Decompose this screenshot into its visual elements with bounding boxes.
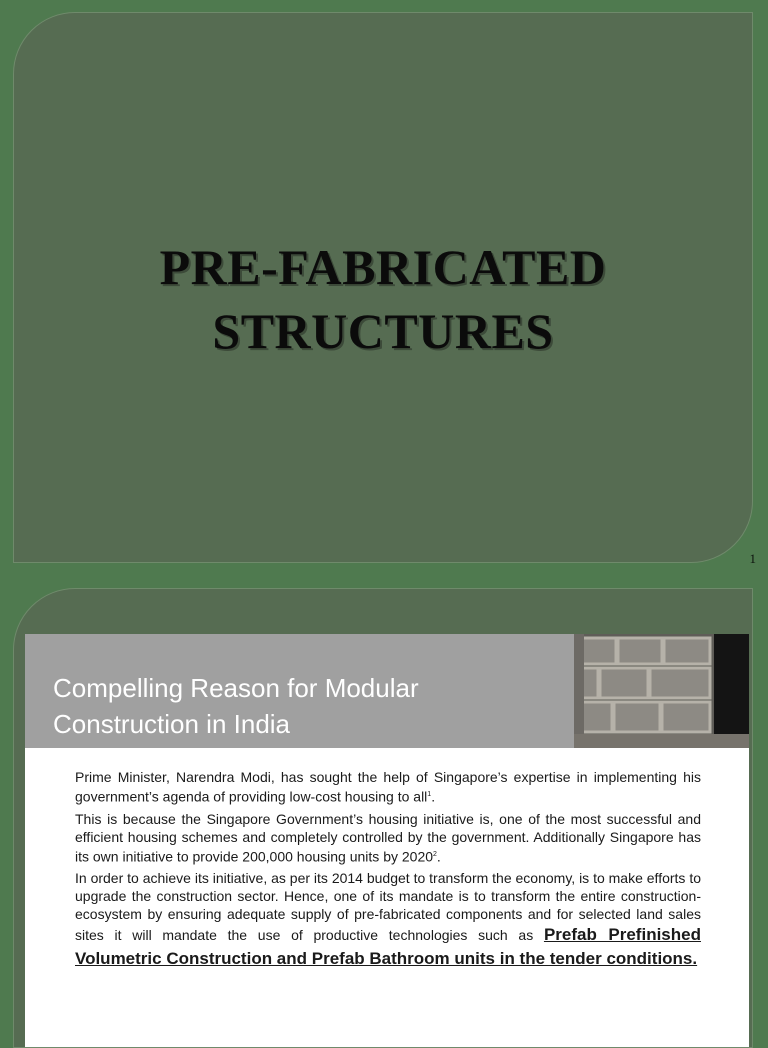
body-text [75,768,701,975]
brick-wall-photo [574,634,749,748]
paragraph-3: In order to achieve its initiative, as per its 2014 budget to transform the economy, is to make efforts to upgrade the construction sector. Hence, one of its mandate is to transform the entire construction-ecosystem by ensuring adequate supply of pre-fabricated components and for selected land sales sites it will mandate the use of productive technologies such as Prefab Prefinished Volumetric Construction and Prefab Bathroom units in the tender conditions. [75,870,701,969]
header-band [25,634,749,748]
title-line-2: STRUCTURES [212,303,554,359]
slide-2 [13,588,753,1048]
document-page [25,634,749,1048]
paragraph-2: This is because the Singapore Government’s housing initiative is, one of the most successful and efficient housing schemes and completely controlled by the government. Additionally Singapore has its own initiative to provide 200,000 housing units by 2020$^2$. [75,810,701,865]
header-title [53,670,419,742]
header-line-2: Construction in India [53,709,291,739]
slide-title [14,235,752,363]
emphasis-text: Prefab Prefinished Volumetric Construction and Prefab Bathroom units in the tender conditions. [75,925,701,969]
paragraph-1: Prime Minister, Narendra Modi, has sought the help of Singapore’s expertise in implementing his government’s agenda of providing low-cost housing to all$^1$. [75,769,701,805]
title-line-1: PRE-FABRICATED [159,239,607,295]
header-line-1: Compelling Reason for Modular [53,673,419,703]
page-number: 1 [749,551,756,566]
slide-1 [13,12,753,563]
